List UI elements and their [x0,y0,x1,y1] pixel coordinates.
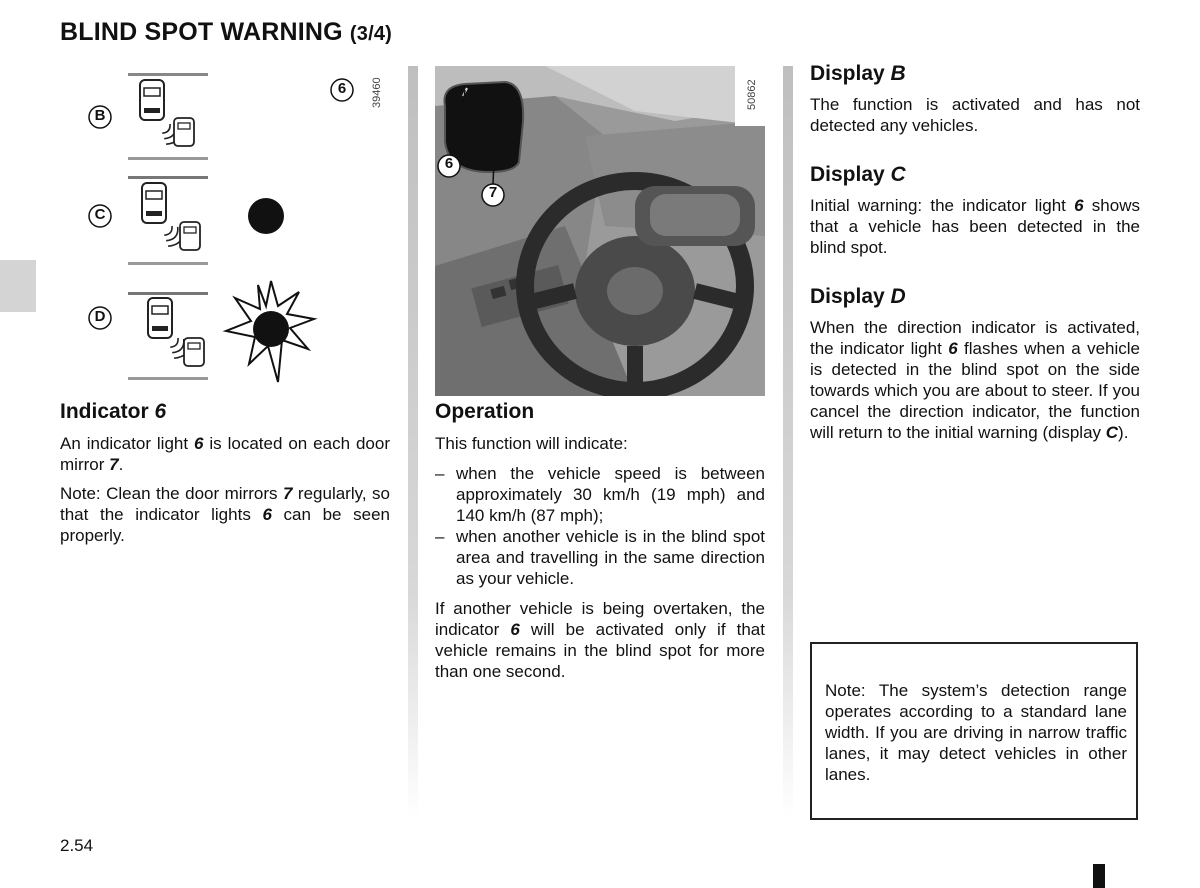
display-b-text: The function is activated and has not detected any vehicles. [810,95,1140,135]
ref-7: 7 [109,455,119,474]
column-divider-right [783,66,793,818]
display-d-heading [810,285,1140,309]
indicator-callout-6: 6 [337,80,347,97]
text-run: shows that a vehicle has been detected in the blind spot. [810,196,1140,257]
ref-6: 6 [1074,196,1084,215]
page-title [60,18,392,47]
operation-paragraph [435,598,765,682]
operation-list [435,463,765,589]
list-dash: – [435,527,445,546]
door-mirror-photo [435,66,765,396]
display-c-heading [810,163,1140,187]
section-end-marker [1093,864,1105,888]
list-item-text: when another vehicle is in the blind spot area and travelling in the same direction as your vehicle. [456,527,765,588]
display-d-text [810,317,1140,443]
page-title-part: (3/4) [349,23,393,45]
ref-7: 7 [282,484,293,503]
section-tab [0,260,36,312]
callout-6-label: 6 [444,155,454,172]
indicator-heading-ref: 6 [154,400,167,423]
heading-ref: C [890,163,906,186]
text-run: ). [1118,423,1129,442]
figure-code-50862: 50862 [746,79,758,110]
indicator-paragraph-2 [60,483,390,546]
blind-spot-diagram [80,66,400,388]
display-sections [810,62,1140,443]
heading-ref: D [890,285,906,308]
interior-illustration [435,66,765,396]
heading-text: Display [810,285,891,308]
ref-c: C [1105,423,1119,442]
indicator-heading-text: Indicator [60,400,155,423]
list-item [435,526,765,589]
display-b-heading [810,62,1140,86]
list-dash: – [435,464,445,483]
text-run: is located on each door mirror [60,434,390,474]
text-run: An indicator light [60,434,195,453]
ref-6: 6 [194,434,204,453]
figure-code-39460: 39460 [371,77,383,108]
indicator-paragraph-1 [60,433,390,475]
text-run: flashes when a vehicle is detected in the blind spot on the side towards which you are about to steer. If you cancel the direction indicator, the function will return to the initial warning (display [810,339,1140,442]
note-text: Note: The system’s detection range operates according to a standard lane width. If you are driving in narrow traffic lanes, it may detect vehicles in other lanes. [825,681,1127,784]
blind-spot-diagram-svg [80,66,400,388]
display-c-label: C [94,206,106,223]
text-run: When the direction indicator is activated, the indicator light [810,318,1140,358]
page-number: 2.54 [60,836,94,855]
ref-6: 6 [262,505,272,524]
list-item [435,463,765,526]
operation-intro: This function will indicate: [435,434,628,453]
ref-6: 6 [948,339,958,358]
display-d-label: D [94,308,106,325]
indicator-section [60,400,390,546]
operation-section [435,400,765,682]
heading-text: Display [810,163,891,186]
indicator-heading [60,400,390,424]
operation-heading: Operation [435,400,535,423]
ref-6: 6 [510,620,520,639]
note-box [810,642,1138,820]
column-divider-left [408,66,418,818]
text-run: regularly, so that the indicator lights [60,484,390,524]
text-run: can be seen properly. [60,505,390,545]
heading-ref: B [890,62,906,85]
display-b-label: B [94,107,106,124]
text-run: Initial warning: the indicator light [810,196,1075,215]
text-run: If another vehicle is being overtaken, the indicator [435,599,765,639]
text-run: will be activated only if that vehicle remains in the blind spot for more than one second. [435,620,765,681]
list-item-text: when the vehicle speed is between approximately 30 km/h (19 mph) and 140 km/h (87 mph); [456,464,765,525]
page-title-main: BLIND SPOT WARNING [60,18,343,46]
text-run: Note: Clean the door mirrors [60,484,283,503]
heading-text: Display [810,62,891,85]
callout-7-label: 7 [488,184,498,201]
display-c-text [810,195,1140,258]
text-run: . [118,455,124,474]
